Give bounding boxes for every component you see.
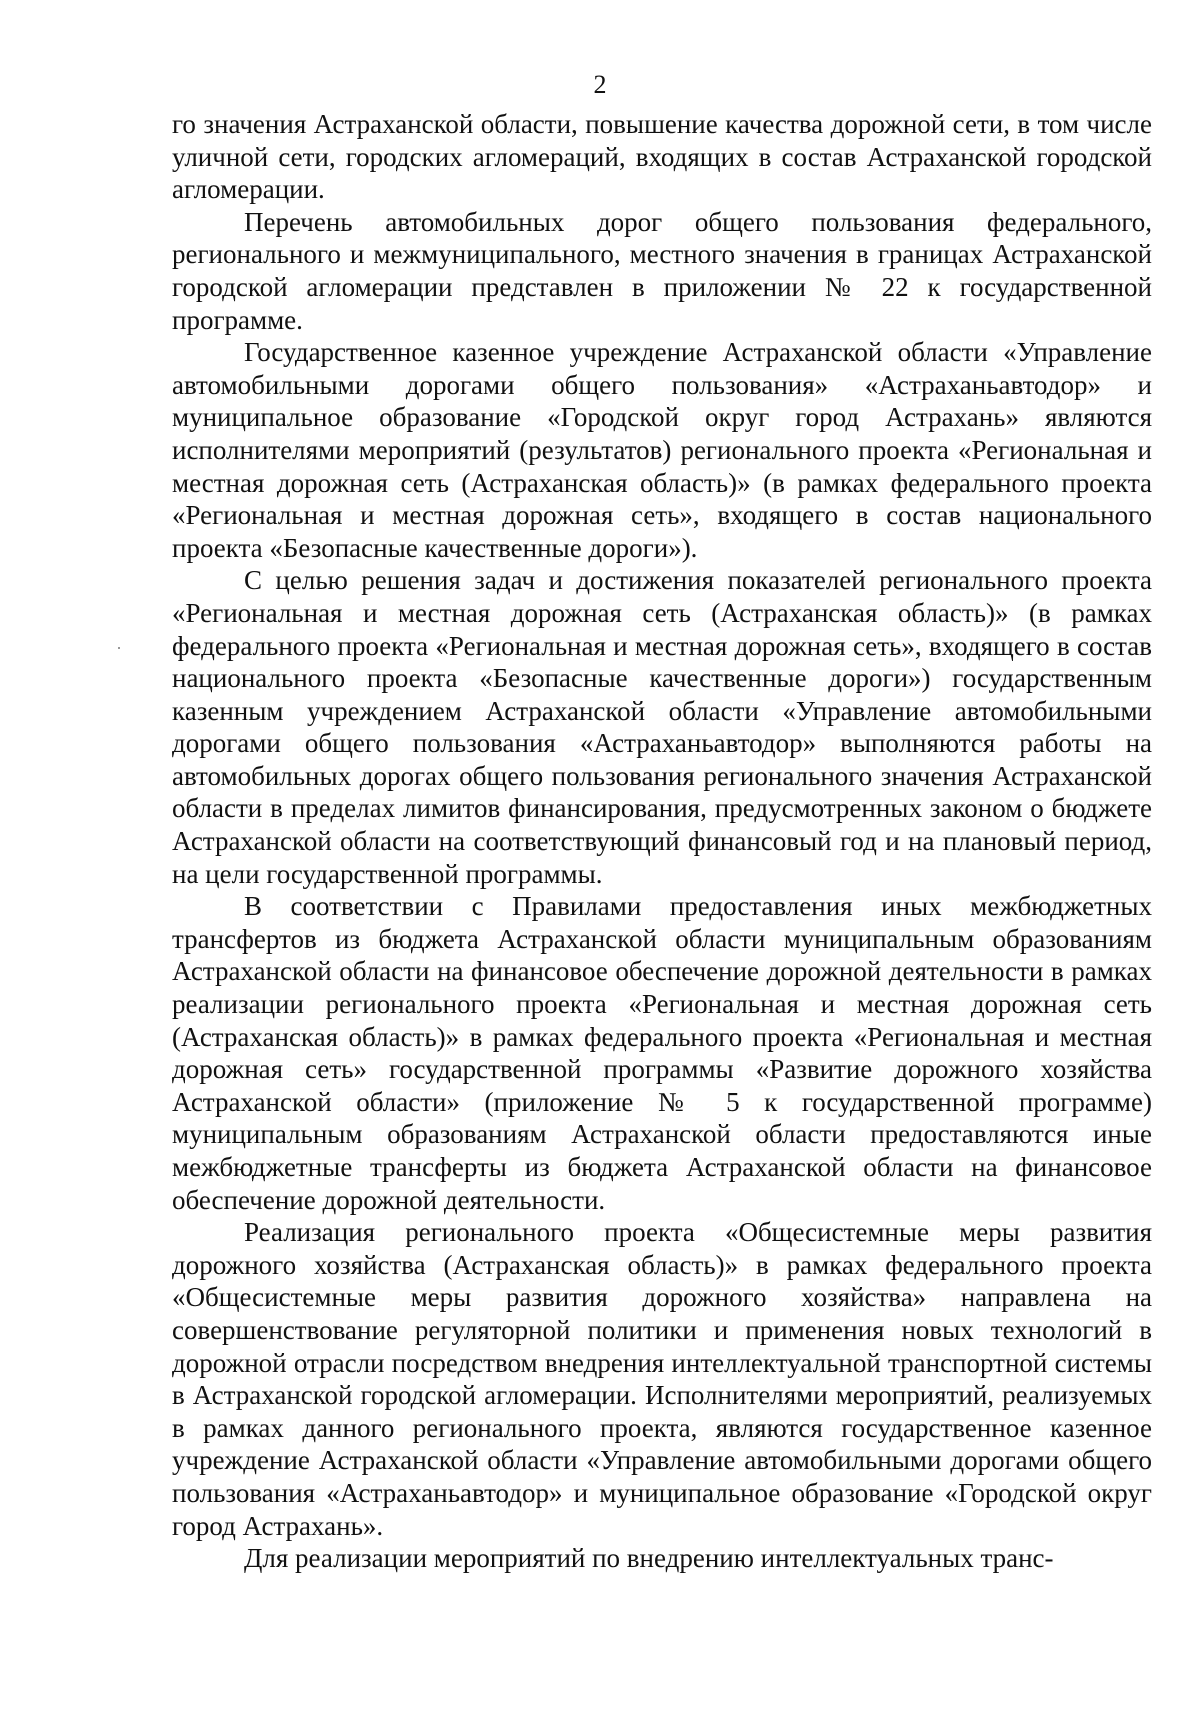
document-body: [172, 108, 1152, 1575]
paragraph-4: С целью решения задач и достижения показателей регионального проекта «Региональная и местная дорожная сеть (Астраханская область)» (в рамках федерального проекта «Региональная и местная дорожная сеть», входящего в состав национального проекта «Безопасные качественные дороги») государственным казенным учреждением Астраханской области «Управление автомобильными дорогами общего пользования «Астраханьавтодор» выполняются работы на автомобильных дорогах общего пользования регионального значения Астраханской области в пределах лимитов финансирования, предусмотренных законом о бюджете Астраханской области на соответствующий финансовый год и на плановый период, на цели государственной программы.: [172, 565, 1152, 889]
paragraph-5: В соответствии с Правилами предоставления иных межбюджетных трансфертов из бюджета Астраханской области муниципальным образованиям Астраханской области на финансовое обеспечение дорожной деятельности в рамках реализации регионального проекта «Региональная и местная дорожная сеть (Астраханская область)» в рамках федерального проекта «Региональная и местная дорожная сеть» государственной программы «Развитие дорожного хозяйства Астраханской области» (приложение № 5 к государственной программе) муниципальным образованиям Астраханской области предоставляются иные межбюджетные трансферты из бюджета Астраханской области на финансовое обеспечение дорожной деятельности.: [172, 891, 1152, 1215]
paragraph-7: Для реализации мероприятий по внедрению интеллектуальных транс-: [244, 1543, 1054, 1574]
paragraph-6: Реализация регионального проекта «Общесистемные меры развития дорожного хозяйства (Астраханская область)» в рамках федерального проекта «Общесистемные меры развития дорожного хозяйства» направлена на совершенствование регуляторной политики и применения новых технологий в дорожной отрасли посредством внедрения интеллектуальной транспортной системы в Астраханской городской агломерации. Исполнителями мероприятий, реализуемых в рамках данного регионального проекта, являются государственное казенное учреждение Астраханской области «Управление автомобильными дорогами общего пользования «Астраханьавтодор» и муниципальное образование «Городской округ город Астрахань».: [172, 1217, 1152, 1541]
paragraph-2: Перечень автомобильных дорог общего пользования федерального, регионального и межмуниципального, местного значения в границах Астраханской городской агломерации представлен в приложении № 22 к государственной программе.: [172, 206, 1152, 335]
paragraph-3: Государственное казенное учреждение Астраханской области «Управление автомобильными дорогами общего пользования» «Астраханьавтодор» и муниципальное образование «Городской округ город Астрахань» являются исполнителями мероприятий (результатов) регионального проекта «Региональная и местная дорожная сеть (Астраханская область)» (в рамках федерального проекта «Региональная и местная дорожная сеть», входящего в состав национального проекта «Безопасные качественные дороги»).: [172, 337, 1152, 563]
paragraph-1: го значения Астраханской области, повышение качества дорожной сети, в том числе уличной сети, городских агломераций, входящих в состав Астраханской городской агломерации.: [172, 109, 1152, 205]
scan-speck: [118, 647, 120, 649]
page-number: 2: [593, 70, 607, 99]
